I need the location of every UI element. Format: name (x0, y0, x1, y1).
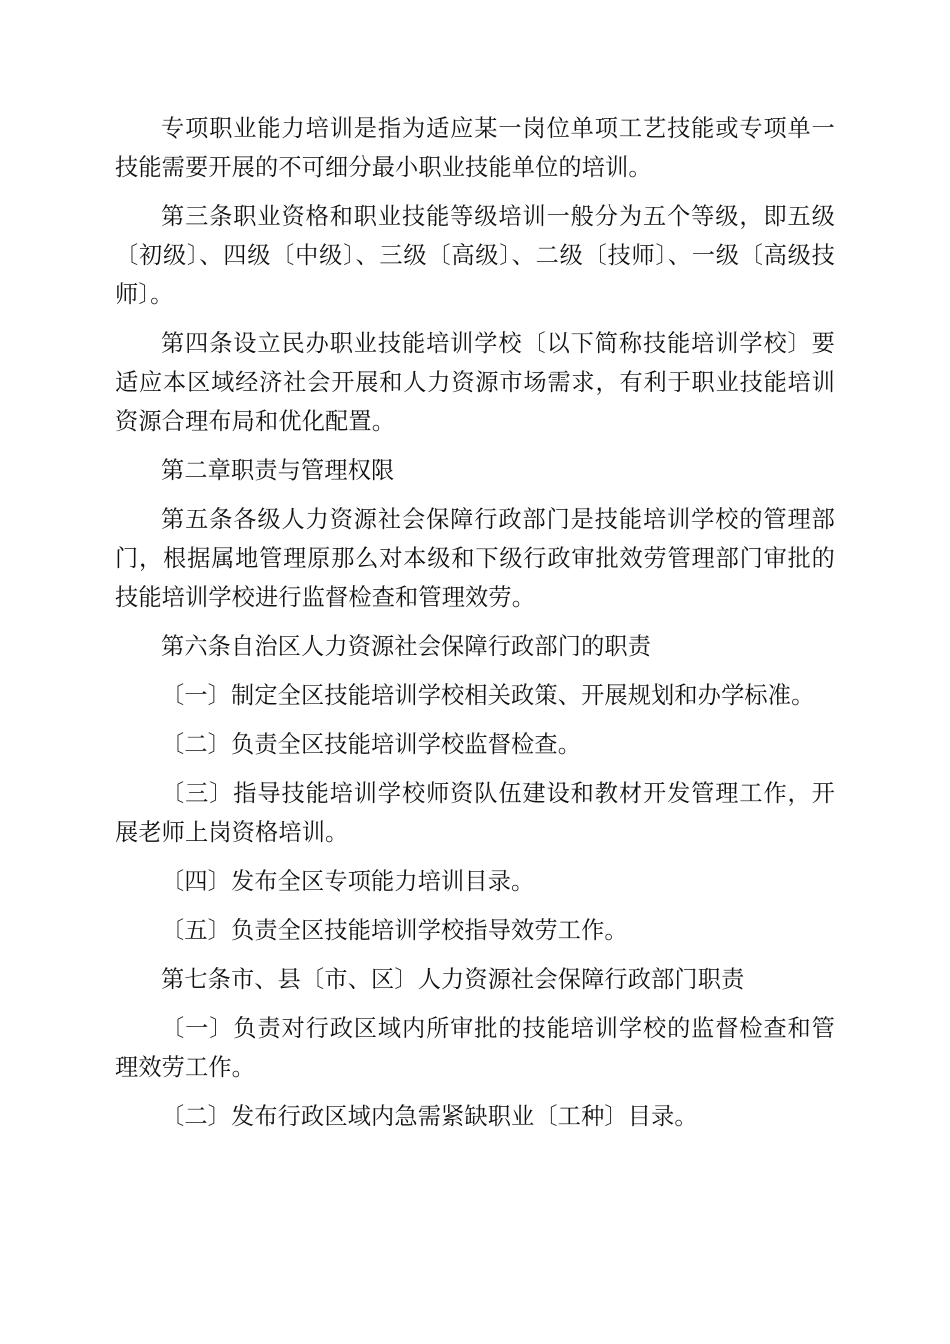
paragraph-article-5: 第五条各级人力资源社会保障行政部门是技能培训学校的管理部门，根据属地管理原那么对本级和下级行政审批效劳管理部门审批的技能培训学校进行监督检查和管理效劳。 (115, 506, 835, 611)
list-item-6-5: 〔五〕负责全区技能培训学校指导效劳工作。 (161, 917, 628, 944)
paragraph-article-6: 第六条自治区人力资源社会保障行政部门的职责 (161, 633, 652, 660)
list-item-6-3: 〔三〕指导技能培训学校师资队伍建设和教材开发管理工作，开展老师上岗资格培训。 (115, 780, 835, 846)
list-item-7-1: 〔一〕负责对行政区域内所审批的技能培训学校的监督检查和管理效劳工作。 (115, 1015, 835, 1081)
chapter-2-heading: 第二章职责与管理权限 (161, 457, 395, 484)
paragraph-article-3: 第三条职业资格和职业技能等级培训一般分为五个等级，即五级〔初级〕、四级〔中级〕、三级〔高级〕、二级〔技师〕、一级〔高级技师〕。 (115, 203, 835, 308)
paragraph-special-skill-training: 专项职业能力培训是指为适应某一岗位单项工艺技能或专项单一技能需要开展的不可细分最小职业技能单位的培训。 (115, 115, 835, 181)
document-body (115, 109, 835, 1146)
list-item-7-2: 〔二〕发布行政区域内急需紧缺职业〔工种〕目录。 (161, 1103, 698, 1130)
list-item-6-1: 〔一〕制定全区技能培训学校相关政策、开展规划和办学标准。 (161, 682, 815, 709)
paragraph-article-7: 第七条市、县〔市、区〕人力资源社会保障行政部门职责 (161, 966, 745, 993)
list-item-6-4: 〔四〕发布全区专项能力培训目录。 (161, 868, 535, 895)
paragraph-article-4: 第四条设立民办职业技能培训学校〔以下简称技能培训学校〕要适应本区域经济社会开展和人力资源市场需求，有利于职业技能培训资源合理布局和优化配置。 (115, 330, 835, 435)
list-item-6-2: 〔二〕负责全区技能培训学校监督检查。 (161, 731, 582, 758)
